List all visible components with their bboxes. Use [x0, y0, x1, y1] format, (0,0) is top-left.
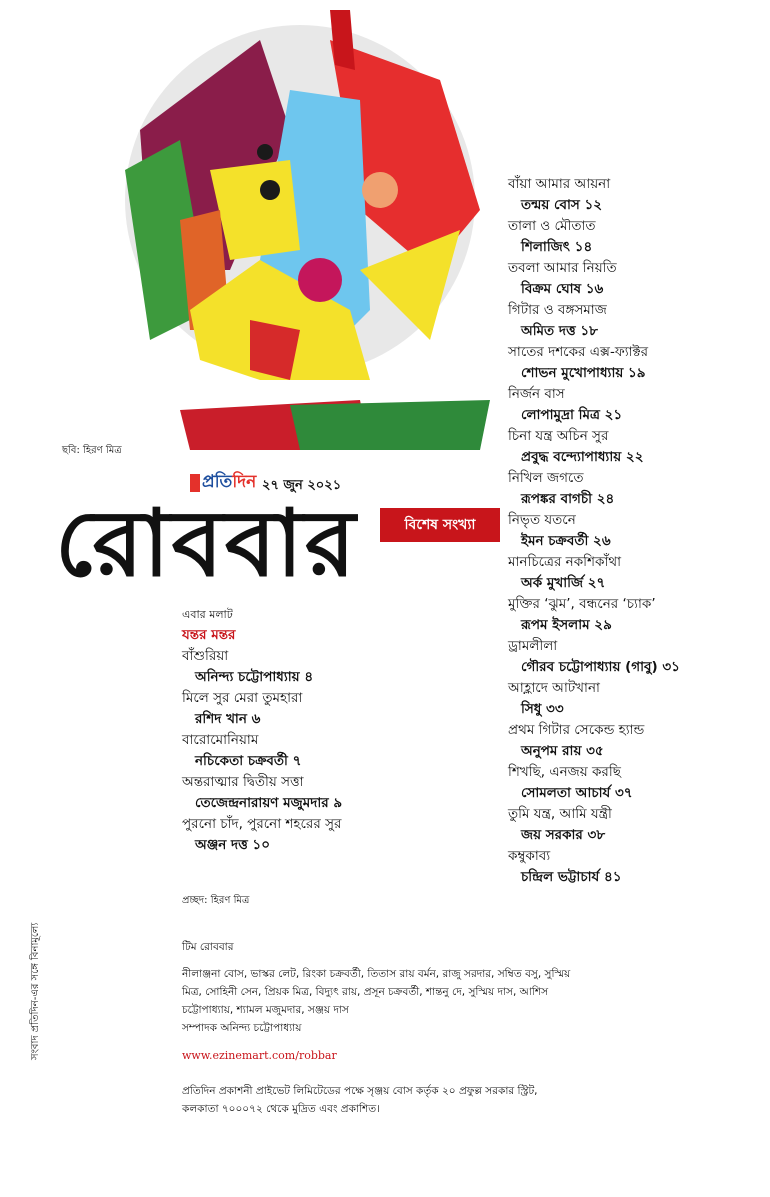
logo-text-a: প্রতি	[202, 472, 233, 492]
toc-item	[508, 468, 758, 510]
toc-author: রূপঙ্কর বাগচী ২৪	[521, 491, 615, 507]
toc-title: প্রথম গিটার সেকেন্ড হ্যান্ড	[508, 722, 645, 738]
cover-artwork	[110, 10, 490, 450]
toc-item	[508, 678, 758, 720]
toc-title: নিভৃত যতনে	[508, 512, 576, 528]
toc-title: সাতের দশকের এক্স-ফ্যাক্টর	[508, 344, 649, 360]
toc-item	[508, 426, 758, 468]
toc-item	[508, 258, 758, 300]
toc-title: বাঁয়া আমার আয়না	[508, 176, 611, 192]
toc-title: চিনা যন্ত্র অচিন সুর	[508, 428, 609, 444]
toc-author: তেজেন্দ্রনারায়ণ মজুমদার ৯	[195, 795, 343, 811]
toc-author: শিলাজিৎ ১৪	[521, 239, 593, 255]
toc-title: তবলা আমার নিয়তি	[508, 260, 617, 276]
toc-item	[182, 814, 442, 856]
toc-left	[182, 604, 442, 856]
toc-author: তন্ময় বোস ১২	[521, 197, 603, 213]
toc-item	[182, 688, 442, 730]
art-credit: ছবি: হিরণ মিত্র	[62, 445, 122, 456]
toc-title: নির্জন বাস	[508, 386, 565, 402]
toc-title: পুরনো চাঁদ, পুরনো শহরের সুর	[182, 816, 342, 832]
team-members: নীলাঞ্জনা বোস, ভাস্কর লেট, রিংকা চক্রবর্তী, তিতাস রায় বর্মন, রাজু সরদার, সম্বিত বসু, সুস্মিয় মিত্র, সোহিনী সেন, প্রিয়ক মিত্র, বিদ্যুৎ রায়, প্রসূন চক্রবর্তী, শান্তনু দে, সুস্মিয় দাস, আশিস চট্টোপাধ্যায়, শ্যামল মজুমদার, সঞ্জয় দাস	[182, 968, 571, 1016]
editor-credit: সম্পাদক অনিন্দ্য চট্টোপাধ্যায়	[182, 1022, 302, 1034]
toc-author: শোভন মুখোপাধ্যায় ১৯	[521, 365, 646, 381]
toc-title: কম্বুকাব্য	[508, 848, 551, 864]
toc-author: রূপম ইসলাম ২৯	[521, 617, 612, 633]
toc-author: সিধু ৩৩	[521, 701, 564, 717]
toc-title: বারোমোনিয়াম	[182, 732, 259, 748]
toc-item	[508, 552, 758, 594]
toc-item	[508, 846, 758, 888]
toc-item	[508, 384, 758, 426]
toc-item	[508, 300, 758, 342]
toc-item	[508, 636, 758, 678]
toc-item	[508, 174, 758, 216]
toc-item	[182, 730, 442, 772]
toc-title: নিখিল জগতে	[508, 470, 584, 486]
toc-title: তালা ও মৌতাত	[508, 218, 596, 234]
toc-author: গৌরব চট্টোপাধ্যায় (গাবু) ৩১	[521, 659, 680, 675]
website-link[interactable]: www.ezinemart.com/robbar	[182, 1049, 337, 1062]
vertical-note: সংবাদ প্রতিদিন-এর সঙ্গে বিনামূল্যে	[30, 922, 41, 1060]
imprint-text: প্রতিদিন প্রকাশনী প্রাইভেট লিমিটেডের পক্ষে সৃঞ্জয় বোস কর্তৃক ২০ প্রফুল্ল সরকার স্ট্রিট, কলকাতা ৭০০০৭২ থেকে মুদ্রিত এবং প্রকাশিত।	[182, 1085, 538, 1115]
toc-author: অনিন্দ্য চট্টোপাধ্যায় ৪	[195, 669, 314, 685]
toc-right	[508, 174, 758, 888]
toc-author: অনুপম রায় ৩৫	[521, 743, 604, 759]
issue-date: ২৭ জুন ২০২১	[262, 478, 342, 493]
toc-author: ইমন চক্রবর্তী ২৬	[521, 533, 611, 549]
logo-text-b: দিন	[232, 472, 257, 492]
toc-author: জয় সরকার ৩৮	[521, 827, 606, 843]
toc-author: প্রবুদ্ধ বন্দ্যোপাধ্যায় ২২	[521, 449, 644, 465]
toc-title: মুক্তির ‘ঝুম’, বন্ধনের ‘চ্যাক’	[508, 596, 656, 612]
team-label: টিম রোববার	[182, 941, 234, 953]
toc-item	[182, 646, 442, 688]
toc-item	[508, 804, 758, 846]
toc-item	[508, 216, 758, 258]
cover-credit: প্রচ্ছদ: হিরণ মিত্র	[182, 895, 250, 906]
toc-author: রশিদ খান ৬	[195, 711, 261, 727]
toc-title: শিখছি, এনজয় করছি	[508, 764, 621, 780]
toc-item	[182, 772, 442, 814]
toc-author: অঞ্জন দত্ত ১০	[195, 837, 270, 853]
toc-title: বাঁশুরিয়া	[182, 648, 229, 664]
toc-author: বিক্রম ঘোষ ১৬	[521, 281, 604, 297]
toc-feature-title: যন্তর মন্তর	[182, 627, 236, 643]
toc-item	[508, 342, 758, 384]
toc-item	[508, 720, 758, 762]
toc-title: অন্তরাত্মার দ্বিতীয় সত্তা	[182, 774, 304, 790]
toc-author: সোমলতা আচার্য ৩৭	[521, 785, 633, 801]
toc-author: লোপামুদ্রা মিত্র ২১	[521, 407, 623, 423]
toc-title: গিটার ও বঙ্গসমাজ	[508, 302, 607, 318]
toc-title: আহ্লাদে আটখানা	[508, 680, 600, 696]
toc-author: নচিকেতা চক্রবর্তী ৭	[195, 753, 302, 769]
toc-title: তুমি যন্ত্র, আমি যন্ত্রী	[508, 806, 612, 822]
toc-title: মিলে সুর মেরা তুমহারা	[182, 690, 303, 706]
special-issue-badge: বিশেষ সংখ্যা	[380, 508, 500, 542]
toc-item	[508, 510, 758, 552]
toc-item	[508, 762, 758, 804]
toc-author: চন্দ্রিল ভট্টাচার্য ৪১	[521, 869, 622, 885]
toc-title: মানচিত্রের নকশিকাঁথা	[508, 554, 622, 570]
toc-author: অমিত দত্ত ১৮	[521, 323, 598, 339]
toc-title: ড্রামলীলা	[508, 638, 558, 654]
magazine-title: রোববার	[55, 489, 358, 597]
toc-author: অর্ক মুখার্জি ২৭	[521, 575, 606, 591]
toc-item	[508, 594, 758, 636]
toc-kicker: এবার মলাট	[182, 608, 233, 621]
